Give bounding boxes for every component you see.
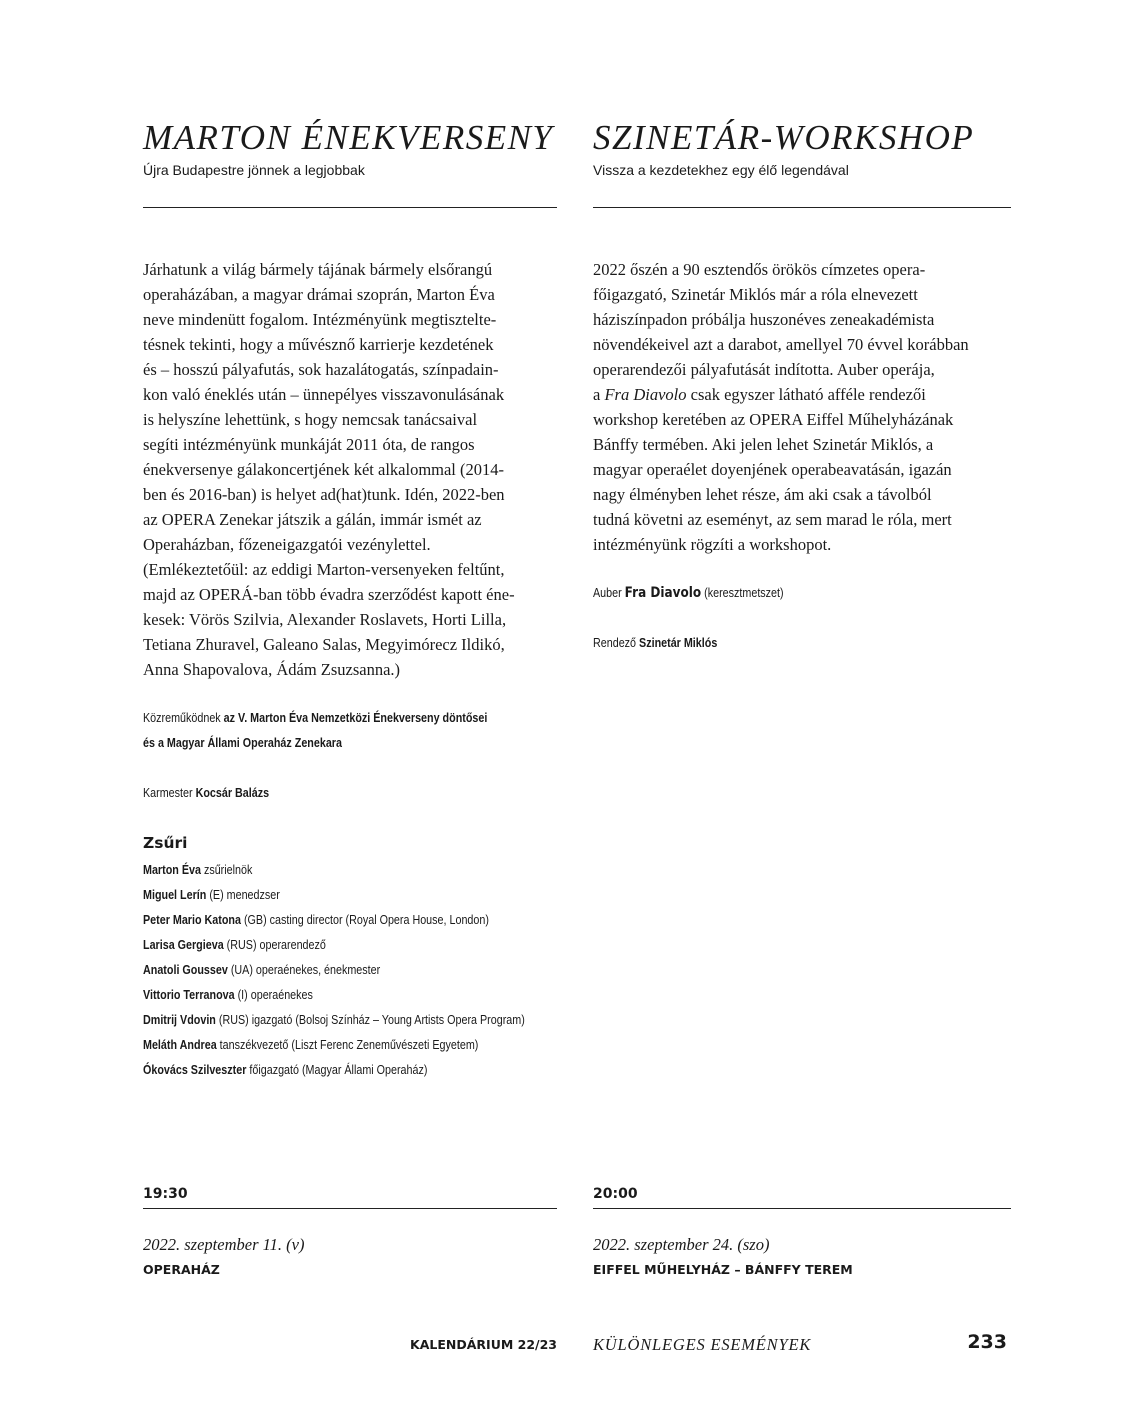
left-body-line: ben és 2016-ban) is helyet ad(hat)tunk. Idén, 2022-ben [143, 485, 505, 504]
conductor-label: Karmester [143, 786, 193, 800]
contributors-line2: és a Magyar Állami Operaház Zenekara [143, 736, 342, 750]
work-note: (keresztmetszet) [704, 586, 784, 600]
left-body-line: tésnek tekinti, hogy a művésznő karrierje kezdetének [143, 335, 494, 354]
right-event-venue: EIFFEL MŰHELYHÁZ – BÁNFFY TEREM [593, 1262, 853, 1277]
jury-member-role: (E) menedzser [209, 888, 280, 902]
left-body-line: énekversenye gálakoncertjének két alkalommal (2014- [143, 460, 505, 479]
jury-member-role: (I) operaénekes [237, 988, 313, 1002]
left-body-line: operaházában, a magyar drámai szoprán, Marton Éva [143, 285, 495, 304]
work-composer: Auber [593, 586, 622, 600]
left-event-title: MARTON ÉNEKVERSENY [143, 118, 554, 157]
left-event-venue: OPERAHÁZ [143, 1262, 220, 1277]
right-body-line: Bánffy termében. Aki jelen lehet Szinetár Miklós, a [593, 435, 934, 454]
jury-member [143, 1033, 525, 1058]
jury-member [143, 1058, 525, 1083]
section-name: KÜLÖNLEGES ESEMÉNYEK [593, 1335, 812, 1354]
jury-list [143, 858, 587, 1083]
right-body-line: főigazgató, Szinetár Miklós már a róla elnevezett [593, 285, 918, 304]
left-body-text [143, 257, 563, 682]
left-body-line: Tetiana Zhuravel, Galeano Salas, Megyimórecz Ildikó, [143, 635, 505, 654]
work-title: Fra Diavolo [624, 585, 702, 601]
right-body-line: növendékeivel azt a darabot, amellyel 70 évvel korábban [593, 335, 969, 354]
left-body-line: Operaházban, főzeneigazgatói vezénylettel. [143, 535, 431, 554]
left-body-line: és – hosszú pályafutás, sok hazalátogatás, színpadain- [143, 360, 499, 379]
left-title-divider [143, 207, 557, 208]
right-body-line: 2022 őszén a 90 esztendős örökös címzetes opera- [593, 260, 926, 279]
right-body-line [593, 382, 1013, 407]
right-body-line: workshop keretében az OPERA Eiffel Műhelyházának [593, 410, 954, 429]
right-body-line: intézményünk rögzíti a workshopot. [593, 535, 832, 554]
page-number: 233 [967, 1331, 1007, 1353]
right-body-line: magyar operaélet doyenjének operabeavatásán, igazán [593, 460, 952, 479]
jury-member-role: (RUS) operarendező [226, 938, 326, 952]
jury-member-name: Ókovács Szilveszter [143, 1063, 247, 1077]
left-body-line: neve mindenütt fogalom. Intézményünk megtisztelte- [143, 310, 497, 329]
conductor-name: Kocsár Balázs [195, 786, 270, 800]
jury-member [143, 883, 525, 908]
jury-member [143, 858, 525, 883]
jury-member [143, 908, 525, 933]
work-credit [593, 581, 784, 606]
right-body-line: nagy élményben lehet része, ám aki csak a távolból [593, 485, 932, 504]
jury-heading: Zsűri [143, 834, 188, 852]
left-body-line: Járhatunk a világ bármely tájának bármely elsőrangú [143, 260, 493, 279]
jury-member-role: (GB) casting director (Royal Opera House, London) [243, 913, 489, 927]
jury-member [143, 958, 525, 983]
jury-member [143, 933, 525, 958]
right-body-text-fragment: csak egyszer látható afféle rendezői [686, 385, 926, 404]
left-body-line: (Emlékeztetőül: az eddigi Marton-versenyeken feltűnt, [143, 560, 505, 579]
jury-member-role: (RUS) igazgató (Bolsoj Színház – Young Artists Opera Program) [218, 1013, 525, 1027]
right-body-text-fragment: a [593, 385, 605, 404]
jury-member-name: Peter Mario Katona [143, 913, 241, 927]
jury-member-name: Miguel Lerín [143, 888, 207, 902]
director-name: Szinetár Miklós [639, 636, 718, 650]
right-event-title: SZINETÁR-WORKSHOP [593, 118, 975, 157]
right-body-line: háziszínpadon próbálja huszonéves zeneakadémista [593, 310, 935, 329]
right-time-divider [593, 1208, 1011, 1209]
left-body-line: az OPERA Zenekar játszik a gálán, immár ismét az [143, 510, 482, 529]
director-label: Rendező [593, 636, 637, 650]
jury-member-name: Larisa Gergieva [143, 938, 224, 952]
jury-member-role: tanszékvezető (Liszt Ferenc Zeneművészeti Egyetem) [219, 1038, 479, 1052]
jury-member [143, 1008, 525, 1033]
right-event-subtitle: Vissza a kezdetekhez egy élő legendával [593, 162, 849, 178]
right-body-line: operarendezői pályafutását indította. Auber operája, [593, 360, 935, 379]
left-body-line: kesek: Vörös Szilvia, Alexander Roslavets, Horti Lilla, [143, 610, 507, 629]
left-body-line: Anna Shapovalova, Ádám Zsuzsanna.) [143, 660, 401, 679]
jury-member [143, 983, 525, 1008]
jury-member-name: Dmitrij Vdovin [143, 1013, 216, 1027]
right-body-line: tudná követni az eseményt, az sem marad le róla, mert [593, 510, 952, 529]
left-time-divider [143, 1208, 557, 1209]
publication-name: KALENDÁRIUM 22/23 [410, 1337, 557, 1352]
contributors-label: Közreműködnek [143, 711, 221, 725]
right-event-date: 2022. szeptember 24. (szo) [593, 1235, 770, 1254]
left-body-line: majd az OPERÁ-ban több évadra szerződést kapott éne- [143, 585, 515, 604]
director-credit [593, 631, 717, 656]
left-event-date: 2022. szeptember 11. (v) [143, 1235, 305, 1254]
jury-member-name: Vittorio Terranova [143, 988, 235, 1002]
jury-member-role: főigazgató (Magyar Állami Operaház) [249, 1063, 428, 1077]
jury-member-role: (UA) operaénekes, énekmester [230, 963, 381, 977]
contributors-line1: az V. Marton Éva Nemzetközi Énekverseny döntősei [223, 711, 488, 725]
conductor-credit [143, 781, 269, 806]
contributors-credit-cont [143, 731, 342, 756]
left-body-line: kon való éneklés után – ünnepélyes visszavonulásának [143, 385, 505, 404]
opera-title-italic: Fra Diavolo [604, 385, 687, 404]
jury-member-name: Meláth Andrea [143, 1038, 217, 1052]
jury-member-name: Marton Éva [143, 863, 201, 877]
jury-member-role: zsűrielnök [203, 863, 253, 877]
jury-member-name: Anatoli Goussev [143, 963, 228, 977]
left-body-line: is helyszíne lehettünk, s hogy nemcsak tanácsaival [143, 410, 478, 429]
right-event-time: 20:00 [593, 1186, 638, 1202]
left-event-subtitle: Újra Budapestre jönnek a legjobbak [143, 162, 365, 178]
right-body-text [593, 257, 1013, 557]
left-event-time: 19:30 [143, 1186, 188, 1202]
right-title-divider [593, 207, 1011, 208]
contributors-credit [143, 706, 487, 731]
left-body-line: segíti intézményünk munkáját 2011 óta, de rangos [143, 435, 475, 454]
